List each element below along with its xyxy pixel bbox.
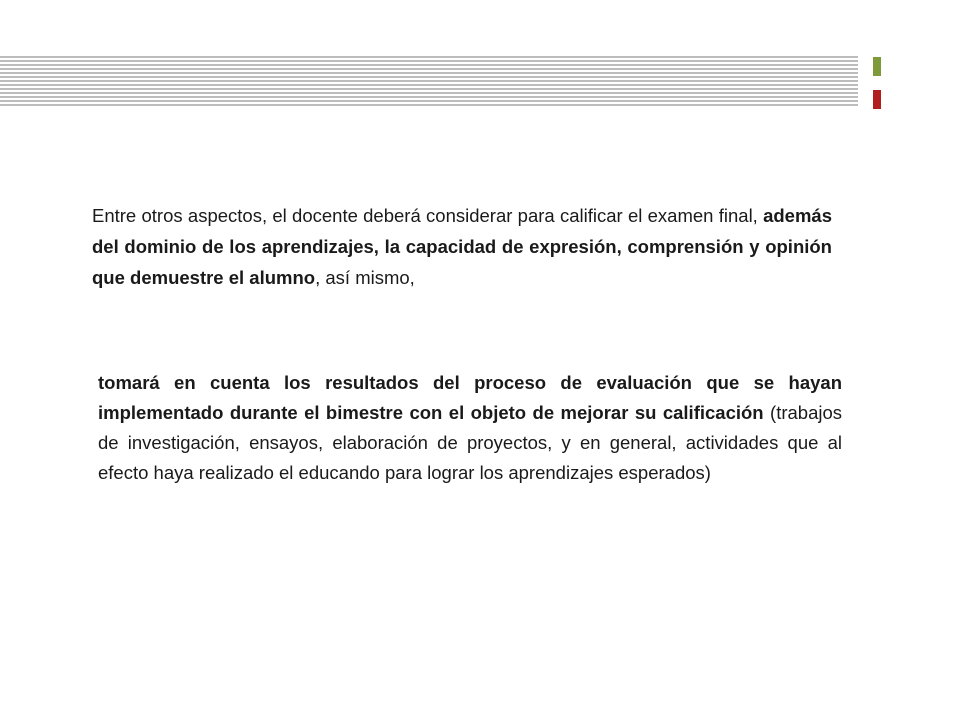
paragraph-intro <box>92 200 832 293</box>
paragraph-detail-text: (trabajos de investigación, ensayos, elaboración de proyectos, y en general, actividades que al efecto haya realizado el educando para lograr los aprendizajes esperados) <box>98 402 843 483</box>
paragraph-intro-text: Entre otros aspectos, el docente deberá considerar para calificar el examen final, <box>92 205 764 226</box>
header-stripes <box>0 56 858 108</box>
paragraph-intro-bold: además del dominio de los aprendizajes, la capacidad de expresión, comprensión y opinión que demuestre el alumno <box>92 205 832 288</box>
green-accent-bar <box>873 57 881 76</box>
red-accent-bar <box>873 90 881 109</box>
paragraph-detail-bold: tomará en cuenta los resultados del proceso de evaluación que se hayan implementado durante el bimestre con el objeto de mejorar su calificación <box>98 372 842 423</box>
paragraph-detail <box>98 368 842 488</box>
paragraph-intro-tail: , así mismo, <box>315 267 415 288</box>
